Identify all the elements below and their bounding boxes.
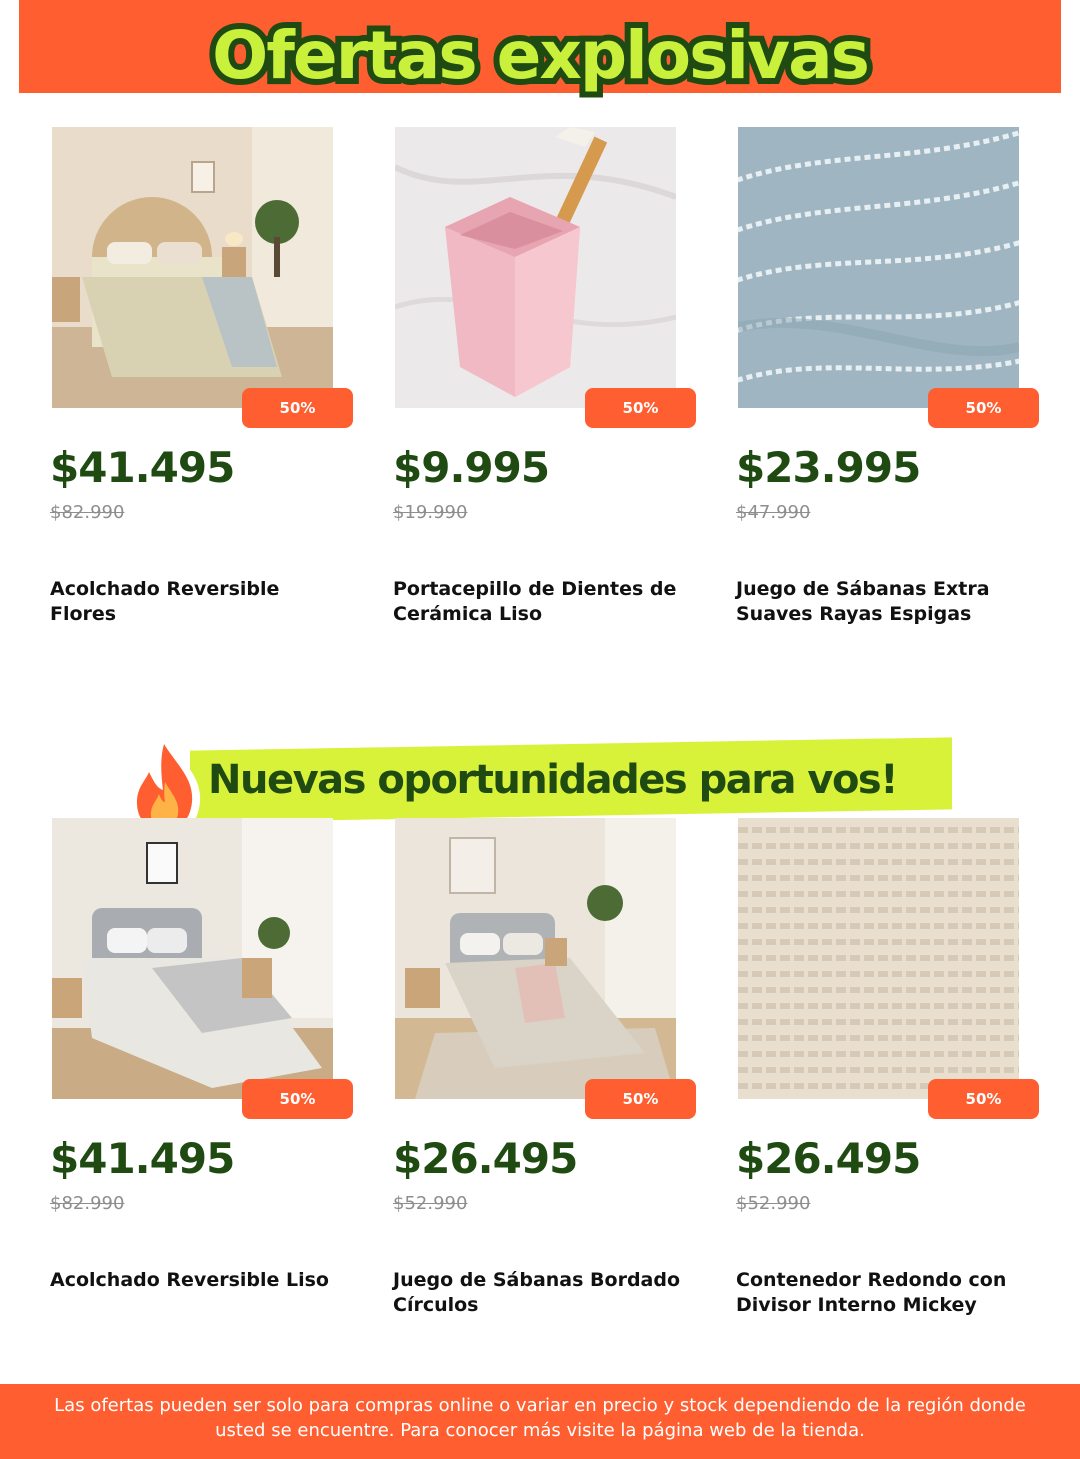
product-old-price: $82.990 (50, 502, 125, 523)
discount-badge: 50% (585, 388, 696, 428)
product-card[interactable] (738, 127, 1048, 647)
product-name[interactable]: Contenedor Redondo con Divisor Interno Mickey (736, 1269, 1007, 1316)
footer-disclaimer: Las ofertas pueden ser solo para compras online o variar en precio y stock dependiendo de la región donde usted se encuentre. Para conocer más visite la página web de la tienda. (54, 1395, 1026, 1441)
discount-badge: 50% (928, 1079, 1039, 1119)
product-card[interactable] (52, 818, 362, 1338)
product-name[interactable]: Portacepillo de Dientes de Cerámica Liso (393, 578, 677, 625)
product-card[interactable] (395, 818, 705, 1338)
product-old-price: $52.990 (393, 1193, 468, 1214)
product-image-striped-sheets[interactable] (738, 127, 1019, 408)
product-name[interactable]: Acolchado Reversible Flores (50, 578, 280, 625)
product-image-toothbrush-holder[interactable] (395, 127, 676, 408)
product-old-price: $47.990 (736, 502, 811, 523)
product-card[interactable] (395, 127, 705, 647)
section-title: Nuevas oportunidades para vos! (208, 757, 897, 803)
product-name[interactable]: Acolchado Reversible Liso (50, 1269, 329, 1291)
product-image-woven-texture[interactable] (738, 818, 1019, 1099)
product-old-price: $19.990 (393, 502, 468, 523)
product-old-price: $82.990 (50, 1193, 125, 1214)
page-title: Ofertas explosivas (212, 17, 868, 94)
product-price: $41.495 (50, 1134, 235, 1183)
product-price: $26.495 (736, 1134, 921, 1183)
product-price: $23.995 (736, 443, 921, 492)
product-name[interactable]: Juego de Sábanas Bordado Círculos (393, 1269, 681, 1316)
discount-badge: 50% (928, 388, 1039, 428)
discount-badge: 50% (242, 1079, 353, 1119)
product-price: $26.495 (393, 1134, 578, 1183)
product-price: $41.495 (50, 443, 235, 492)
product-card[interactable] (738, 818, 1048, 1338)
discount-badge: 50% (585, 1079, 696, 1119)
product-price: $9.995 (393, 443, 550, 492)
product-image-bedroom-beige[interactable] (395, 818, 676, 1099)
product-old-price: $52.990 (736, 1193, 811, 1214)
product-card[interactable] (52, 127, 362, 647)
product-image-bedroom-white[interactable] (52, 818, 333, 1099)
product-image-bedroom-floral[interactable] (52, 127, 333, 408)
discount-badge: 50% (242, 388, 353, 428)
product-name[interactable]: Juego de Sábanas Extra Suaves Rayas Espigas (736, 578, 990, 625)
